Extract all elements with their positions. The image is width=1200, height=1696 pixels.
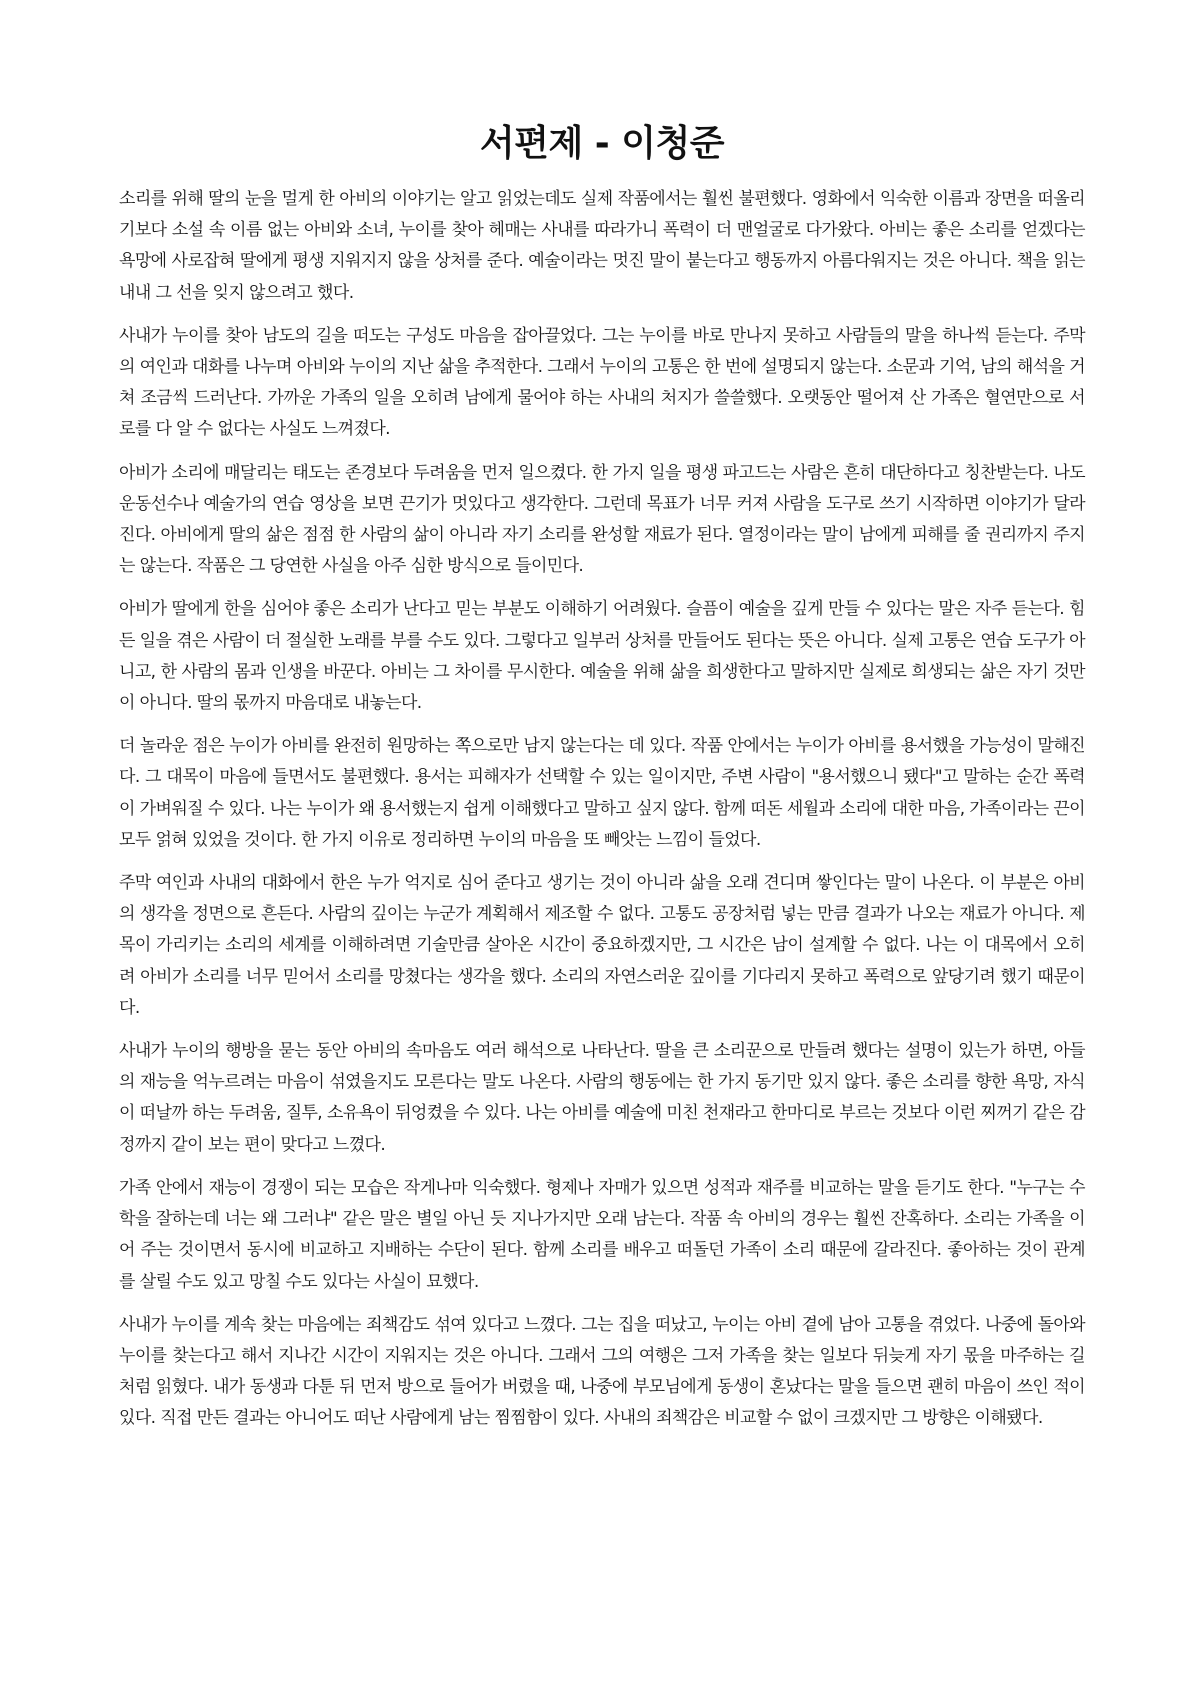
- paragraph-7: 사내가 누이의 행방을 묻는 동안 아비의 속마음도 여러 해석으로 나타난다. 딸을 큰 소리꾼으로 만들려 했다는 설명이 있는가 하면, 아들의 재능을 억누르려는 마음이 섞였을지도 모른다는 말도 나온다. 사람의 행동에는 한 가지 동기만 있지 않다. 좋은 소리를 향한 욕망, 자식이 떠날까 하는 두려움, 질투, 소유욕이 뒤엉켰을 수 있다. 나는 아비를 예술에 미친 천재라고 한마디로 부르는 것보다 이런 찌꺼기 같은 감정까지 같이 보는 편이 맞다고 느꼈다.: [119, 1041, 1085, 1155]
- paragraph-6: 주막 여인과 사내의 대화에서 한은 누가 억지로 심어 준다고 생기는 것이 아니라 삶을 오래 견디며 쌓인다는 말이 나온다. 이 부분은 아비의 생각을 정면으로 흔든다. 사람의 깊이는 누군가 계획해서 제조할 수 없다. 고통도 공장처럼 넣는 만큼 결과가 나오는 재료가 아니다. 제목이 가리키는 소리의 세계를 이해하려면 기술만큼 살아온 시간이 중요하겠지만, 그 시간은 남이 설계할 수 없다. 나는 이 대목에서 오히려 아비가 소리를 너무 믿어서 소리를 망쳤다는 생각을 했다. 소리의 자연스러운 깊이를 기다리지 못하고 폭력으로 앞당기려 했기 때문이다.: [119, 873, 1085, 1018]
- paragraph-2: 사내가 누이를 찾아 남도의 길을 떠도는 구성도 마음을 잡아끌었다. 그는 누이를 바로 만나지 못하고 사람들의 말을 하나씩 듣는다. 주막의 여인과 대화를 나누며 아비와 누이의 지난 삶을 추적한다. 그래서 누이의 고통은 한 번에 설명되지 않는다. 소문과 기억, 남의 해석을 거쳐 조금씩 드러난다. 가까운 가족의 일을 오히려 남에게 물어야 하는 사내의 처지가 쓸쓸했다. 오랫동안 떨어져 산 가족은 혈연만으로 서로를 다 알 수 없다는 사실도 느껴졌다.: [119, 325, 1085, 440]
- document-title: 서편제 - 이청준: [479, 123, 725, 164]
- paragraph-1: 소리를 위해 딸의 눈을 멀게 한 아비의 이야기는 알고 읽었는데도 실제 작품에서는 훨씬 불편했다. 영화에서 익숙한 이름과 장면을 떠올리기보다 소설 속 이름 없는 아비와 소녀, 누이를 찾아 헤매는 사내를 따라가니 폭력이 더 맨얼굴로 다가왔다. 아비는 좋은 소리를 얻겠다는 욕망에 사로잡혀 딸에게 평생 지워지지 않을 상처를 준다. 예술이라는 멋진 말이 붙는다고 행동까지 아름다워지는 것은 아니다. 책을 읽는 내내 그 선을 잊지 않으려고 했다.: [119, 189, 1085, 303]
- paragraph-3: 아비가 소리에 매달리는 태도는 존경보다 두려움을 먼저 일으켰다. 한 가지 일을 평생 파고드는 사람은 흔히 대단하다고 칭찬받는다. 나도 운동선수나 예술가의 연습 영상을 보면 끈기가 멋있다고 생각한다. 그런데 목표가 너무 커져 사람을 도구로 쓰기 시작하면 이야기가 달라진다. 아비에게 딸의 삶은 점점 한 사람의 삶이 아니라 자기 소리를 완성할 재료가 된다. 열정이라는 말이 남에게 피해를 줄 권리까지 주지는 않는다. 작품은 그 당연한 사실을 아주 심한 방식으로 들이민다.: [119, 462, 1085, 577]
- paragraph-9: 사내가 누이를 계속 찾는 마음에는 죄책감도 섞여 있다고 느꼈다. 그는 집을 떠났고, 누이는 아비 곁에 남아 고통을 겪었다. 나중에 돌아와 누이를 찾는다고 해서 지나간 시간이 지워지는 것은 아니다. 그래서 그의 여행은 그저 가족을 찾는 일보다 뒤늦게 자기 몫을 마주하는 길처럼 읽혔다. 내가 동생과 다툰 뒤 먼저 방으로 들어가 버렸을 때, 나중에 부모님에게 동생이 혼났다는 말을 들으면 괜히 마음이 쓰인 적이 있다. 직접 만든 결과는 아니어도 떠난 사람에게 남는 찜찜함이 있다. 사내의 죄책감은 비교할 수 없이 크겠지만 그 방향은 이해됐다.: [119, 1314, 1085, 1429]
- paragraph-5: 더 놀라운 점은 누이가 아비를 완전히 원망하는 쪽으로만 남지 않는다는 데 있다. 작품 안에서는 누이가 아비를 용서했을 가능성이 말해진다. 그 대목이 마음에 들면서도 불편했다. 용서는 피해자가 선택할 수 있는 일이지만, 주변 사람이 "용서했으니 됐다"고 말하는 순간 폭력이 가벼워질 수 있다. 나는 누이가 왜 용서했는지 쉽게 이해했다고 말하고 싶지 않다. 함께 떠돈 세월과 소리에 대한 마음, 가족이라는 끈이 모두 얽혀 있었을 것이다. 한 가지 이유로 정리하면 누이의 마음을 또 빼앗는 느낌이 들었다.: [119, 736, 1085, 850]
- paragraph-8: 가족 안에서 재능이 경쟁이 되는 모습은 작게나마 익숙했다. 형제나 자매가 있으면 성적과 재주를 비교하는 말을 듣기도 한다. "누구는 수학을 잘하는데 너는 왜 그러냐" 같은 말은 별일 아닌 듯 지나가지만 오래 남는다. 작품 속 아비의 경우는 훨씬 잔혹하다. 소리는 가족을 이어 주는 것이면서 동시에 비교하고 지배하는 수단이 된다. 함께 소리를 배우고 떠돌던 가족이 소리 때문에 갈라진다. 좋아하는 것이 관계를 살릴 수도 있고 망칠 수도 있다는 사실이 묘했다.: [119, 1177, 1085, 1292]
- document-page: [119, 118, 1085, 1447]
- paragraph-4: 아비가 딸에게 한을 심어야 좋은 소리가 난다고 믿는 부분도 이해하기 어려웠다. 슬픔이 예술을 깊게 만들 수 있다는 말은 자주 듣는다. 힘든 일을 겪은 사람이 더 절실한 노래를 부를 수도 있다. 그렇다고 일부러 상처를 만들어도 된다는 뜻은 아니다. 실제 고통은 연습 도구가 아니고, 한 사람의 몸과 인생을 바꾼다. 아비는 그 차이를 무시한다. 예술을 위해 삶을 희생한다고 말하지만 실제로 희생되는 삶은 자기 것만이 아니다. 딸의 몫까지 마음대로 내놓는다.: [119, 599, 1085, 714]
